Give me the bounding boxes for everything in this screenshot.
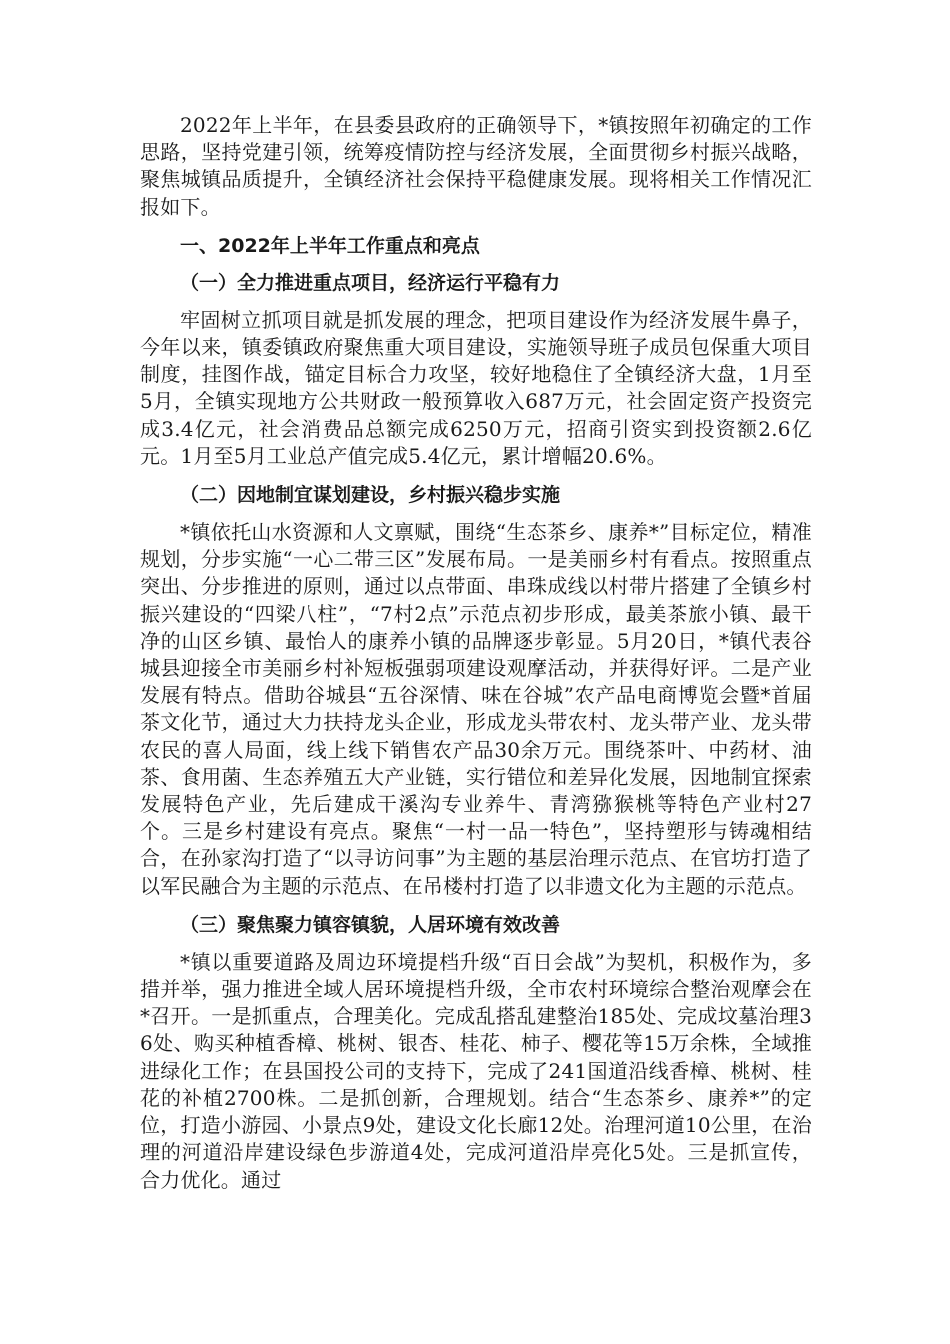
subsection-body-2: *镇依托山水资源和人文禀赋，围绕“生态茶乡、康养*”目标定位，精准规划，分步实施“一心二带三区”发展布局。一是美丽乡村有看点。按照重点突出、分步推进的原则，通过以点带面、串珠成线以村带片搭建了全镇乡村振兴建设的“四梁八柱”，“7村2点”示范点初步形成，最美茶旅小镇、最干净的山区乡镇、最怡人的康养小镇的品牌逐步彰显。5月20日，*镇代表谷城县迎接全市美丽乡村补短板强弱项建设观摩活动，并获得好评。二是产业发展有特点。借助谷城县“五谷深情、味在谷城”农产品电商博览会暨*首届茶文化节，通过大力扶持龙头企业，形成龙头带农村、龙头带产业、龙头带农民的喜人局面，线上线下销售农产品30余万元。围绕茶叶、中药材、油茶、食用菌、生态养殖五大产业链，实行错位和差异化发展，因地制宜探索发展特色产业，先后建成干溪沟专业养牛、青湾猕猴桃等特色产业村27个。三是乡村建设有亮点。聚焦“一村一品一特色”，坚持塑形与铸魂相结合，在孙家沟打造了“以寻访问事”为主题的基层治理示范点、在官坊打造了以军民融合为主题的示范点、在吊楼村打造了以非遗文化为主题的示范点。: [140, 520, 812, 898]
subsection-heading-3: （三）聚焦聚力镇容镇貌，人居环境有效改善: [180, 913, 561, 936]
subsection-body-3: *镇以重要道路及周边环境提档升级“百日会战”为契机，积极作为，多措并举，强力推进全域人居环境提档升级，全市农村环境综合整治观摩会在*召开。一是抓重点，合理美化。完成乱搭乱建整治185处、完成坟墓治理36处、购买种植香樟、桃树、银杏、桂花、柿子、樱花等15万余株，全域推进绿化工作；在县国投公司的支持下，完成了241国道沿线香樟、桃树、桂花的补植2700株。二是抓创新，合理规划。结合“生态茶乡、康养*”的定位，打造小游园、小景点9处，建设文化长廊12处。治理河道10公里，在治理的河道沿岸建设绿色步游道4处，完成河道沿岸亮化5处。三是抓宣传，合力优化。通过: [140, 949, 812, 1192]
subsection-heading-1: （一）全力推进重点项目，经济运行平稳有力: [180, 271, 561, 294]
subsection-heading-2: （二）因地制宜谋划建设，乡村振兴稳步实施: [180, 484, 561, 507]
document-page: [140, 112, 812, 1194]
section-heading-1: 一、2022年上半年工作重点和亮点: [180, 234, 480, 257]
subsection-body-1: 牢固树立抓项目就是抓发展的理念，把项目建设作为经济发展牛鼻子，今年以来，镇委镇政府聚焦重大项目建设，实施领导班子成员包保重大项目制度，挂图作战，锚定目标合力攻坚，较好地稳住了全镇经济大盘，1月至5月，全镇实现地方公共财政一般预算收入687万元，社会固定资产投资完成3.4亿元，社会消费品总额完成6250万元，招商引资实到投资额2.6亿元。1月至5月工业总产值完成5.4亿元，累计增幅20.6%。: [140, 307, 812, 468]
intro-paragraph: 2022年上半年，在县委县政府的正确领导下，*镇按照年初确定的工作思路，坚持党建引领，统筹疫情防控与经济发展，全面贯彻乡村振兴战略，聚焦城镇品质提升，全镇经济社会保持平稳健康发展。现将相关工作情况汇报如下。: [140, 113, 812, 219]
